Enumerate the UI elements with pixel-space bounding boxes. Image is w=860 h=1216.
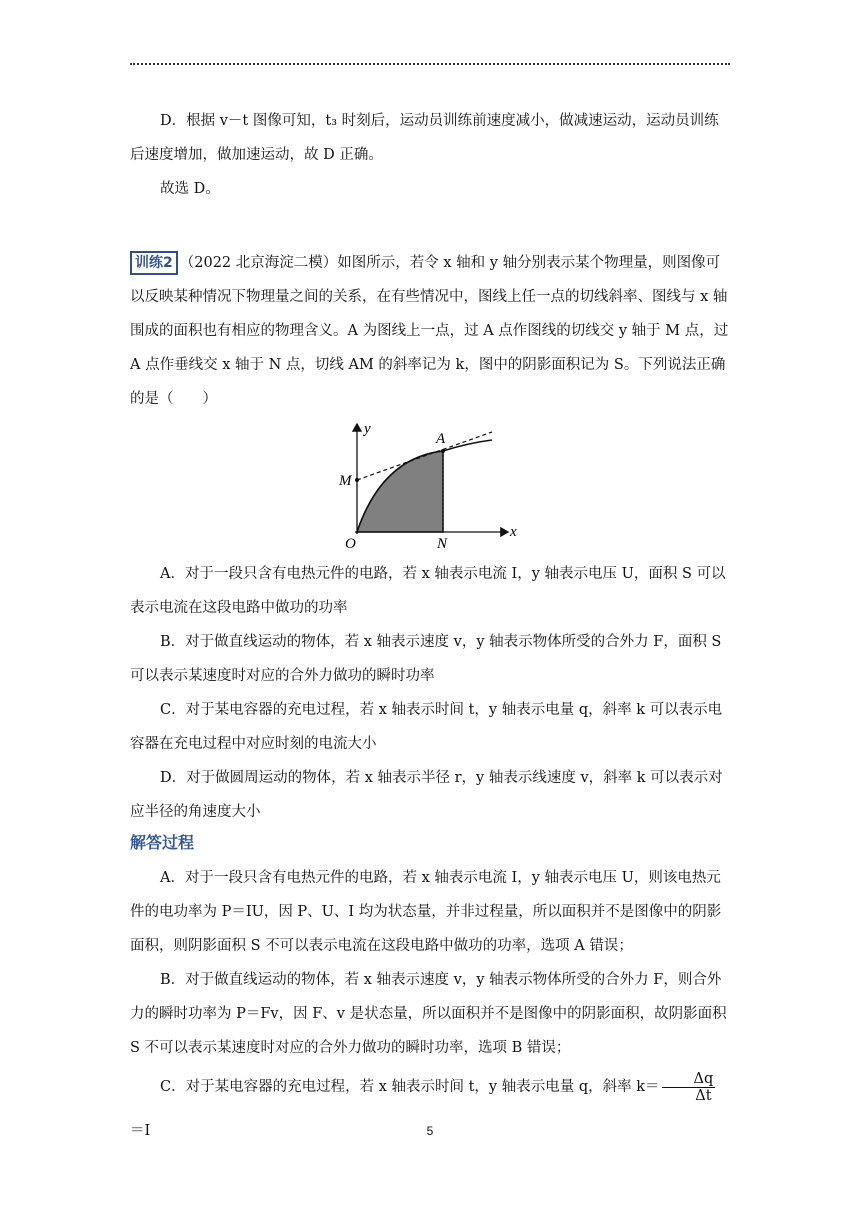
solution-c xyxy=(130,1065,730,1153)
shaded-area xyxy=(357,451,443,532)
solution-a: A．对于一段只含有电热元件的电路，若 x 轴表示电流 I，y 轴表示电压 U，则该电热元件的电功率为 P＝IU，因 P、U、I 均为状态量，并非过程量，所以面积并不是图像中的阴影面积，则阴影面积 S 不可以表示电流在这段电路中做功的功率，选项 A 错误； xyxy=(130,870,722,954)
problem-stem xyxy=(130,246,730,416)
solution-b: B．对于做直线运动的物体，若 x 轴表示速度 v，y 轴表示物体所受的合外力 F，则合外力的瞬时功率为 P＝Fv，因 F、v 是状态量，所以面积并不是图像中的阴影面积，故阴影面积 S 不可以表示某速度时对应的合外力做功的瞬时功率，选项 B 错误； xyxy=(130,972,727,1056)
label-y: y xyxy=(364,421,371,437)
solution-c-suffix: ＝I xyxy=(130,1123,151,1139)
fraction-dq-dt xyxy=(662,1071,716,1104)
point-A-dot xyxy=(441,449,445,453)
option-c: C．对于某电容器的充电过程，若 x 轴表示时间 t，y 轴表示电量 q，斜率 k 可以表示电容器在充电过程中对应时刻的电流大小 xyxy=(130,702,723,752)
label-x: x xyxy=(510,524,517,540)
label-M: M xyxy=(339,473,352,489)
solution-c-prefix: C．对于某电容器的充电过程，若 x 轴表示时间 t，y 轴表示电量 q，斜率 k＝ xyxy=(160,1079,660,1095)
prev-option-d: D．根据 v－t 图像可知，t₃ 时刻后，运动员训练前速度减小，做减速运动，运动员训练后速度增加，做加速运动，故 D 正确。 xyxy=(130,113,719,163)
fraction-numerator: Δq xyxy=(662,1071,716,1088)
problem-source: （2022 北京海淀二模） xyxy=(179,255,338,271)
prev-solution xyxy=(130,104,730,206)
solution-block xyxy=(130,826,730,1153)
problem-block xyxy=(130,246,730,416)
option-b: B．对于做直线运动的物体，若 x 轴表示速度 v，y 轴表示物体所受的合外力 F，面积 S 可以表示某速度时对应的合外力做功的瞬时功率 xyxy=(130,634,722,684)
problem-text: 如图所示，若令 x 轴和 y 轴分别表示某个物理量，则图像可以反映某种情况下物理量之间的关系，在有些情况中，图线上任一点的切线斜率、图线与 x 轴围成的面积也有相应的物理含义。A 为图线上一点，过 A 点作图线的切线交 y 轴于 M 点，过 A 点作垂线交 x 轴于 N 点，切线 AM 的斜率记为 k，图中的阴影面积记为 S。下列说法正确的是（ ） xyxy=(130,255,729,407)
header-dotted-rule xyxy=(130,63,730,65)
option-d: D．对于做圆周运动的物体，若 x 轴表示半径 r，y 轴表示线速度 v，斜率 k 可以表示对应半径的角速度大小 xyxy=(130,770,723,820)
fraction-denominator: Δt xyxy=(695,1087,712,1104)
prev-conclusion: 故选 D。 xyxy=(160,181,220,197)
options-block xyxy=(130,557,730,829)
label-A: A xyxy=(436,431,446,447)
solution-title: 解答过程 xyxy=(130,833,195,852)
training-tag: 训练2 xyxy=(130,251,178,275)
label-N: N xyxy=(437,536,448,552)
option-a: A．对于一段只含有电热元件的电路，若 x 轴表示电流 I，y 轴表示电压 U，面积 S 可以表示电流在这段电路中做功的功率 xyxy=(130,566,726,616)
label-O: O xyxy=(345,536,356,552)
point-M-dot xyxy=(355,478,359,482)
page-number: 5 xyxy=(426,1124,434,1138)
figure-graph xyxy=(330,418,530,558)
